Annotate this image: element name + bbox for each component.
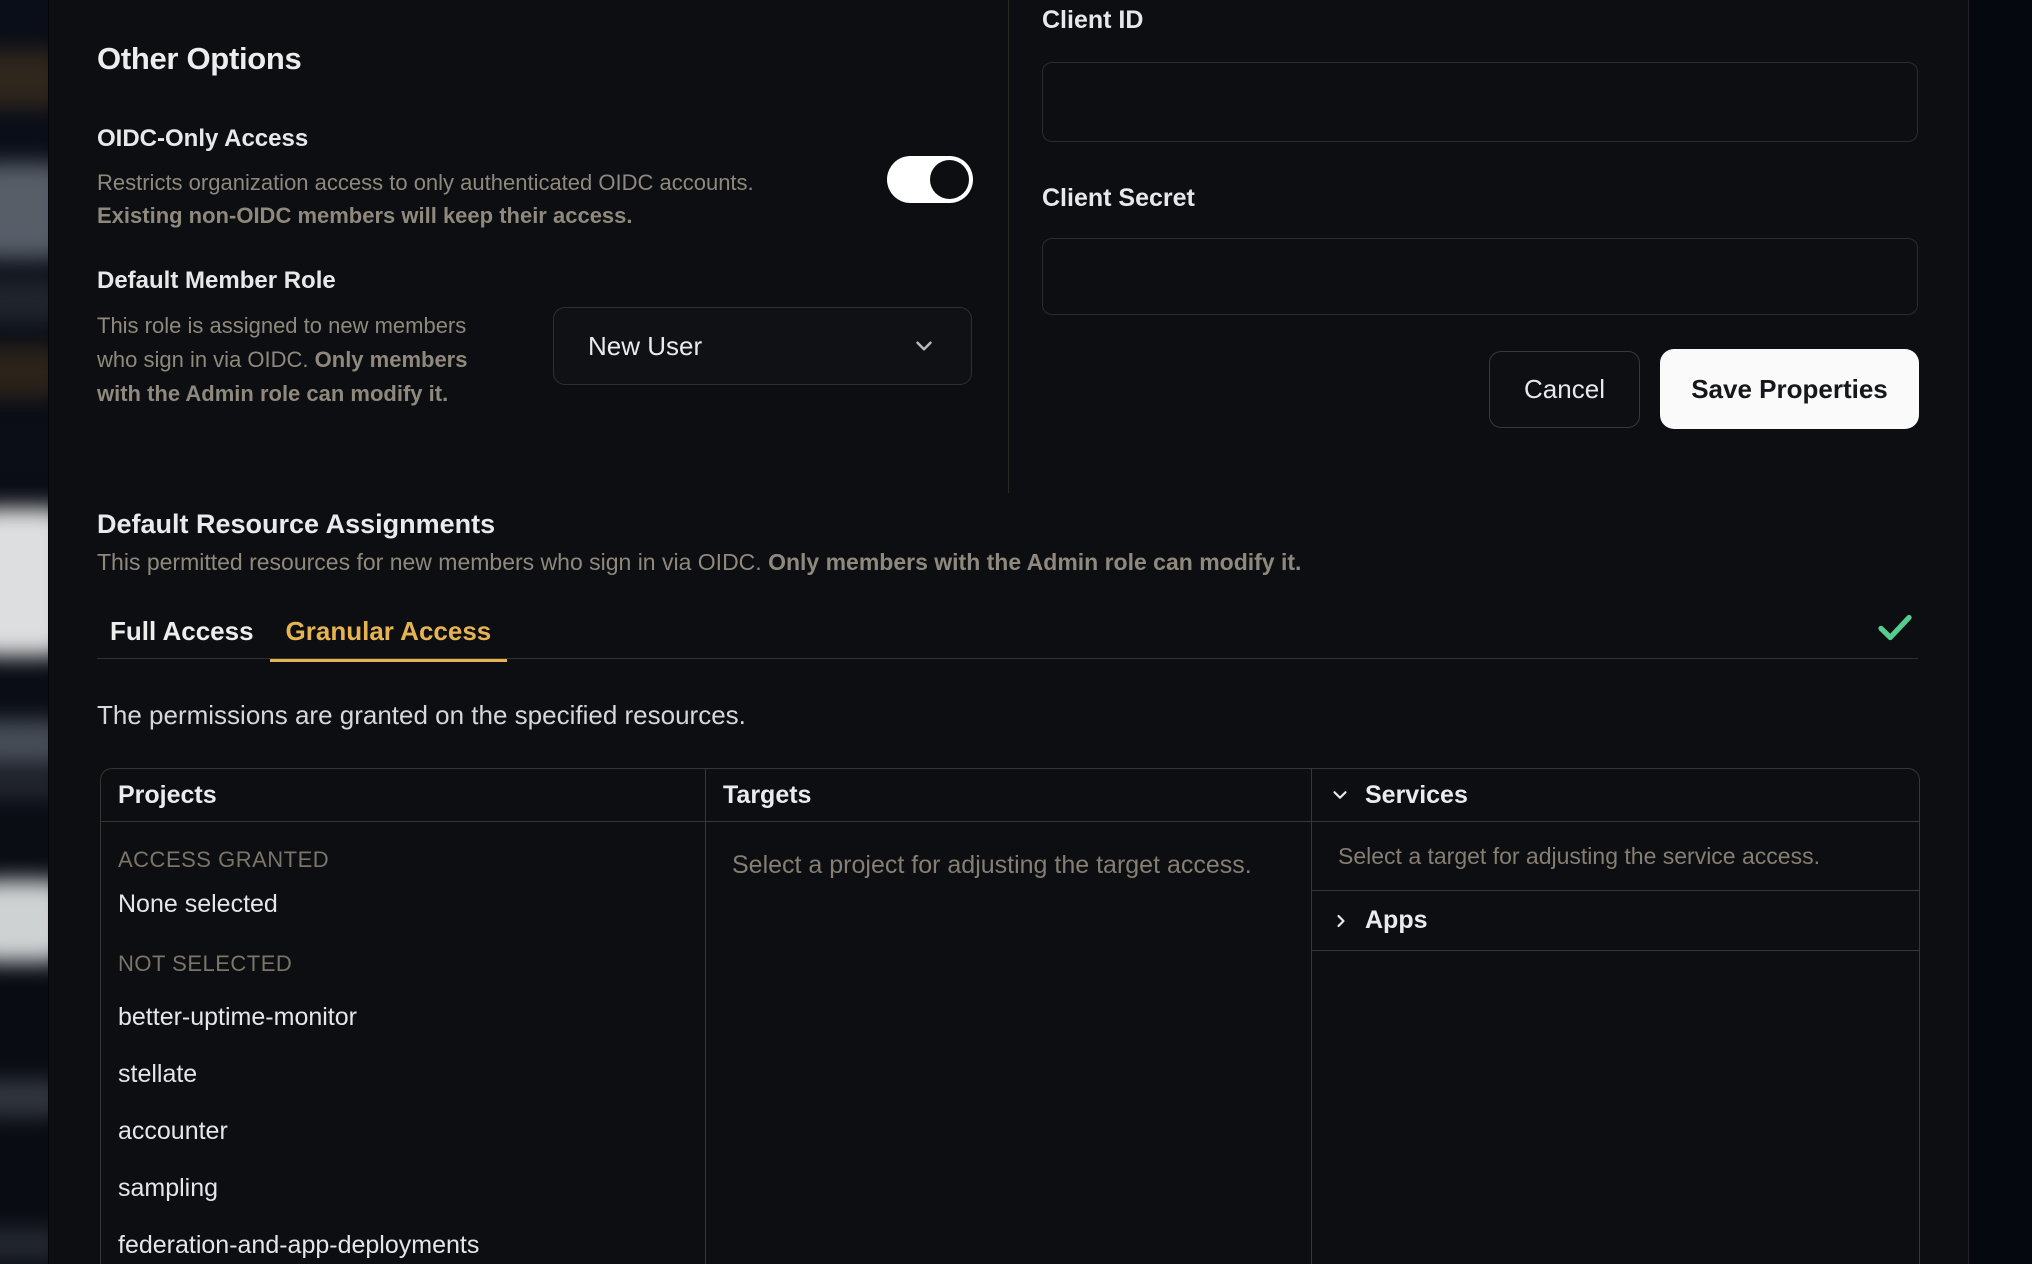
services-placeholder-text: Select a target for adjusting the service access. xyxy=(1338,842,1820,869)
project-item[interactable]: stellate xyxy=(118,1060,198,1088)
projects-header: Projects xyxy=(101,769,705,822)
blur-blob xyxy=(0,880,49,962)
access-granted-label: ACCESS GRANTED xyxy=(118,847,330,872)
oidc-only-toggle[interactable] xyxy=(887,156,973,203)
services-header-label: Services xyxy=(1365,780,1468,809)
background-right-strip xyxy=(1968,0,2032,1264)
blur-blob xyxy=(0,1080,49,1116)
oidc-only-access-label: OIDC-Only Access xyxy=(97,125,309,152)
targets-placeholder-text: Select a project for adjusting the target access. xyxy=(732,851,1252,879)
background-blur-strip xyxy=(0,0,49,1264)
resource-table xyxy=(100,768,1920,1264)
project-list xyxy=(118,989,703,1264)
save-properties-button[interactable]: Save Properties xyxy=(1660,349,1919,429)
desc-line: This role is assigned to new members xyxy=(97,313,467,338)
default-role-select[interactable] xyxy=(553,307,972,385)
desc-segment-bold: Only members with the Admin role can modify it. xyxy=(768,549,1302,575)
blur-blob xyxy=(0,1228,49,1260)
check-icon xyxy=(1874,606,1916,648)
desc-line-bold: with the Admin role can modify it. xyxy=(97,381,449,406)
apps-label: Apps xyxy=(1365,906,1428,934)
services-placeholder-row xyxy=(1312,822,1919,891)
column-divider xyxy=(1008,0,1009,493)
projects-column xyxy=(101,769,705,1264)
not-selected-label: NOT SELECTED xyxy=(118,951,293,976)
blur-blob xyxy=(0,50,49,108)
chevron-right-icon xyxy=(1331,911,1351,931)
services-column xyxy=(1311,769,1919,1264)
apps-expander[interactable] xyxy=(1312,891,1919,951)
project-item[interactable]: accounter xyxy=(118,1117,228,1145)
desc-line: Restricts organization access to only authenticated OIDC accounts. xyxy=(97,170,754,195)
tab-granular-access[interactable]: Granular Access xyxy=(270,607,508,662)
access-tabs xyxy=(94,607,507,662)
project-item[interactable]: better-uptime-monitor xyxy=(118,1003,357,1031)
toggle-knob-icon xyxy=(930,160,969,199)
blur-blob xyxy=(0,772,49,798)
chevron-down-icon xyxy=(911,333,937,359)
default-role-selected-value: New User xyxy=(588,330,703,361)
default-member-role-description xyxy=(97,309,467,411)
default-member-role-label: Default Member Role xyxy=(97,267,336,294)
default-resource-assignments-description xyxy=(97,549,1301,576)
desc-segment-bold: Only members xyxy=(314,347,468,372)
chevron-down-icon xyxy=(1329,784,1351,806)
none-selected-text: None selected xyxy=(118,890,278,918)
permissions-note: The permissions are granted on the specified resources. xyxy=(97,700,746,730)
tab-full-access[interactable]: Full Access xyxy=(110,616,254,646)
blur-blob xyxy=(0,278,49,324)
blur-blob xyxy=(0,720,49,766)
client-secret-input[interactable] xyxy=(1042,238,1918,315)
blur-blob xyxy=(0,346,49,398)
desc-segment: This permitted resources for new members who sign in via OIDC. xyxy=(97,549,769,575)
desc-line: Existing non-OIDC members will keep their access. xyxy=(97,203,633,228)
targets-header: Targets xyxy=(706,769,1311,822)
targets-body xyxy=(706,822,1311,880)
default-resource-assignments-title: Default Resource Assignments xyxy=(97,509,496,539)
project-item[interactable]: federation-and-app-deployments xyxy=(118,1231,480,1259)
client-id-input[interactable] xyxy=(1042,62,1918,142)
client-secret-label: Client Secret xyxy=(1042,184,1195,212)
targets-column xyxy=(705,769,1311,1264)
desc-line xyxy=(97,343,467,377)
cancel-button[interactable]: Cancel xyxy=(1489,351,1640,428)
services-header[interactable] xyxy=(1312,769,1919,822)
desc-segment: who sign in via OIDC. xyxy=(97,347,315,372)
project-item[interactable]: sampling xyxy=(118,1174,219,1202)
blur-blob xyxy=(0,163,49,259)
blur-blob xyxy=(0,508,49,656)
projects-body xyxy=(101,847,705,1264)
oidc-only-access-description xyxy=(97,166,754,232)
client-id-label: Client ID xyxy=(1042,6,1144,34)
other-options-title: Other Options xyxy=(97,41,302,76)
